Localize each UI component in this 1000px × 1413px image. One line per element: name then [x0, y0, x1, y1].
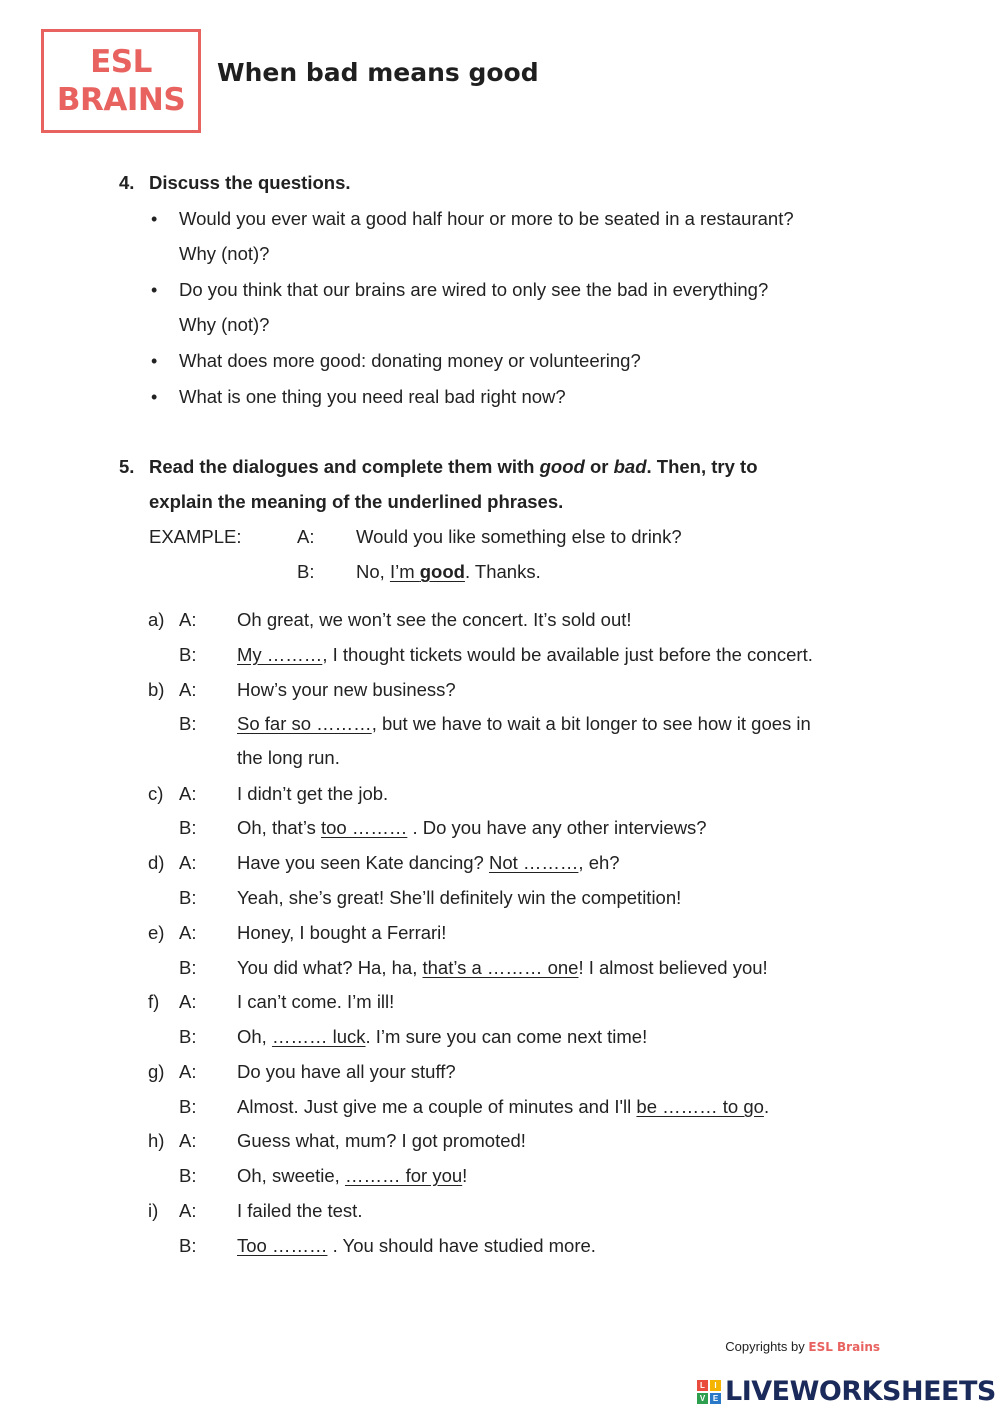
bullet-icon: •: [151, 387, 158, 407]
item-h-speaker-a: A:: [179, 1130, 197, 1151]
example-line-b: No, I’m good. Thanks.: [356, 561, 541, 582]
item-e-speaker-a: A:: [179, 922, 197, 943]
page-title: When bad means good: [217, 58, 539, 87]
item-i-speaker-a: A:: [179, 1200, 197, 1221]
item-e-speaker-b: B:: [179, 957, 197, 978]
q4-bullet-3: What does more good: donating money or volunteering?: [179, 350, 641, 371]
q5-heading-line1: Read the dialogues and complete them with good or bad. Then, try to: [149, 456, 758, 477]
item-c-line-b: Oh, that’s too ……… . Do you have any other interviews?: [237, 817, 707, 838]
item-a-line-b: My ………, I thought tickets would be available just before the concert.: [237, 644, 813, 665]
q4-heading: Discuss the questions.: [149, 172, 351, 193]
q4-bullet-2-line2: Why (not)?: [179, 314, 270, 335]
item-b-line-b: So far so ………, but we have to wait a bit longer to see how it goes in: [237, 713, 811, 734]
item-f-line-b: Oh, ……… luck. I’m sure you can come next time!: [237, 1026, 648, 1047]
item-g-line-b: Almost. Just give me a couple of minutes and I'll be ……… to go.: [237, 1096, 770, 1117]
item-g-label: g): [148, 1061, 165, 1082]
example-speaker-b: B:: [297, 561, 315, 582]
item-b-line-b-cont: the long run.: [237, 747, 340, 768]
item-i-speaker-b: B:: [179, 1235, 197, 1256]
item-g-line-a: Do you have all your stuff?: [237, 1061, 456, 1082]
logo-line2: BRAINS: [56, 82, 186, 118]
item-c-label: c): [148, 783, 164, 804]
item-d-line-b: Yeah, she’s great! She’ll definitely win the competition!: [237, 887, 682, 908]
bullet-icon: •: [151, 280, 158, 300]
q4-number: 4.: [119, 172, 135, 193]
q5-number: 5.: [119, 456, 135, 477]
blank-phrase[interactable]: Not ………: [488, 852, 579, 873]
liveworksheets-watermark: [697, 1376, 996, 1407]
item-a-line-a: Oh great, we won’t see the concert. It’s sold out!: [237, 609, 632, 630]
item-e-line-b: You did what? Ha, ha, that’s a ……… one! I almost believed you!: [237, 957, 768, 978]
item-e-label: e): [148, 922, 165, 943]
example-label: EXAMPLE:: [149, 526, 242, 547]
item-f-speaker-b: B:: [179, 1026, 197, 1047]
item-i-line-a: I failed the test.: [237, 1200, 363, 1221]
item-b-speaker-a: A:: [179, 679, 197, 700]
example-line-a: Would you like something else to drink?: [356, 526, 682, 547]
blank-phrase[interactable]: too ………: [320, 817, 408, 838]
blank-phrase[interactable]: Too ………: [237, 1235, 328, 1256]
example-speaker-a: A:: [297, 526, 315, 547]
item-b-speaker-b: B:: [179, 713, 197, 734]
item-h-label: h): [148, 1130, 165, 1151]
item-d-speaker-b: B:: [179, 887, 197, 908]
item-a-speaker-a: A:: [179, 609, 197, 630]
blank-phrase[interactable]: ……… for you: [344, 1165, 463, 1186]
q4-bullet-1-line2: Why (not)?: [179, 243, 270, 264]
item-f-line-a: I can’t come. I’m ill!: [237, 991, 395, 1012]
item-c-line-a: I didn’t get the job.: [237, 783, 389, 804]
bullet-icon: •: [151, 209, 158, 229]
blank-phrase[interactable]: My ………: [237, 644, 323, 665]
item-f-label: f): [148, 991, 160, 1012]
liveworksheets-wordmark: LIVEWORKSHEETS: [725, 1376, 996, 1407]
item-i-line-b: Too ……… . You should have studied more.: [237, 1235, 596, 1256]
item-d-line-a: Have you seen Kate dancing? Not ………, eh?: [237, 852, 620, 873]
blank-phrase[interactable]: that’s a ……… one: [422, 957, 579, 978]
item-a-speaker-b: B:: [179, 644, 197, 665]
item-a-label: a): [148, 609, 165, 630]
bullet-icon: •: [151, 351, 158, 371]
q4-bullet-2-line1: Do you think that our brains are wired to only see the bad in everything?: [179, 279, 769, 300]
blank-phrase[interactable]: be ……… to go: [636, 1096, 764, 1117]
liveworksheets-icon: L I V E: [697, 1380, 721, 1404]
item-b-line-a: How’s your new business?: [237, 679, 456, 700]
q4-bullet-4: What is one thing you need real bad right now?: [179, 386, 566, 407]
item-e-line-a: Honey, I bought a Ferrari!: [237, 922, 447, 943]
item-d-label: d): [148, 852, 165, 873]
blank-phrase[interactable]: ……… luck: [271, 1026, 366, 1047]
item-h-speaker-b: B:: [179, 1165, 197, 1186]
item-c-speaker-b: B:: [179, 817, 197, 838]
item-i-label: i): [148, 1200, 159, 1221]
copyright-notice: Copyrights by ESL Brains: [725, 1339, 880, 1354]
q4-bullet-1-line1: Would you ever wait a good half hour or more to be seated in a restaurant?: [179, 208, 794, 229]
q5-heading-line2: explain the meaning of the underlined phrases.: [149, 491, 564, 512]
item-h-line-b: Oh, sweetie, ……… for you!: [237, 1165, 468, 1186]
blank-phrase[interactable]: So far so ………: [237, 713, 372, 734]
esl-brains-logo: [41, 29, 201, 133]
item-b-label: b): [148, 679, 165, 700]
item-d-speaker-a: A:: [179, 852, 197, 873]
item-f-speaker-a: A:: [179, 991, 197, 1012]
item-g-speaker-b: B:: [179, 1096, 197, 1117]
item-h-line-a: Guess what, mum? I got promoted!: [237, 1130, 526, 1151]
logo-line1: ESL: [90, 44, 152, 80]
item-g-speaker-a: A:: [179, 1061, 197, 1082]
item-c-speaker-a: A:: [179, 783, 197, 804]
